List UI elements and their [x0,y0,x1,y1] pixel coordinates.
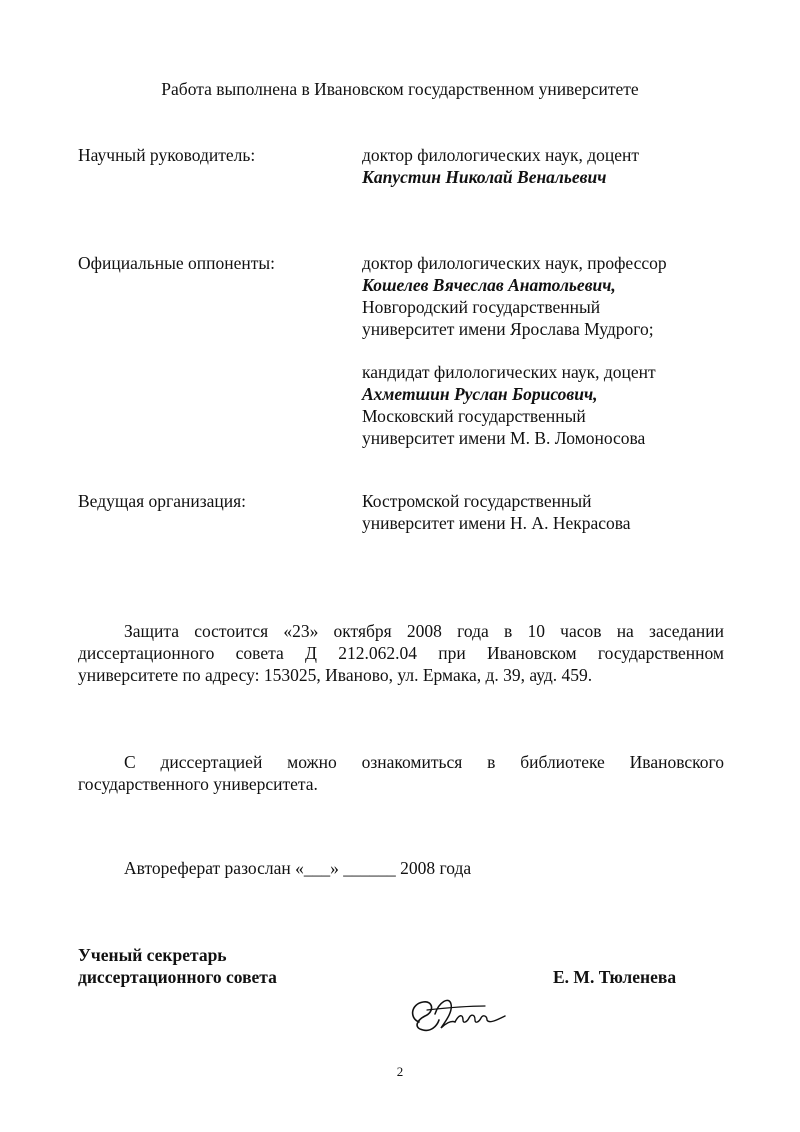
opponent-1-degree: доктор филологических наук, профессор [362,253,667,273]
opponents-label: Официальные оппоненты: [78,253,275,273]
page-header: Работа выполнена в Ивановском государственном университете [161,79,639,99]
leading-org-line1: Костромской государственный [362,491,592,511]
leading-org-label: Ведущая организация: [78,491,247,511]
supervisor-label: Научный руководитель: [78,145,256,165]
secretary-title-line2: диссертационного совета [78,967,277,987]
opponent-2-degree: кандидат филологических наук, доцент [362,362,656,382]
page-number: 2 [396,1064,404,1079]
opponent-1-name: Кошелев Вячеслав Анатольевич, [362,275,616,295]
defense-paragraph: Защита состоится «23» октября 2008 года в 10 часов на заседании диссертационного совета Д 212.062.04 при Ивановском государственном университете по адресу: 153025, Иваново, ул. Ермака, д. 39, ауд. 459. [78,621,724,685]
opponent-2-name: Ахметшин Руслан Борисович, [362,384,598,404]
leading-org-line2: университет имени Н. А. Некрасова [362,513,631,533]
supervisor-name: Капустин Николай Венальевич [362,167,607,187]
announcement-line: Автореферат разослан «___» ______ 2008 года [124,858,472,878]
library-paragraph: С диссертацией можно ознакомиться в библиотеке Ивановского государственного университета. [78,752,724,794]
signature-image [405,992,515,1038]
opponent-2-org-line2: университет имени М. В. Ломоносова [362,428,646,448]
secretary-name: Е. М. Тюленева [553,967,677,987]
opponent-1-org-line1: Новгородский государственный [362,297,601,317]
supervisor-degree: доктор филологических наук, доцент [362,145,640,165]
secretary-title-line1: Ученый секретарь [78,945,227,965]
opponent-1-org-line2: университет имени Ярослава Мудрого; [362,319,654,339]
opponent-2-org-line1: Московский государственный [362,406,586,426]
